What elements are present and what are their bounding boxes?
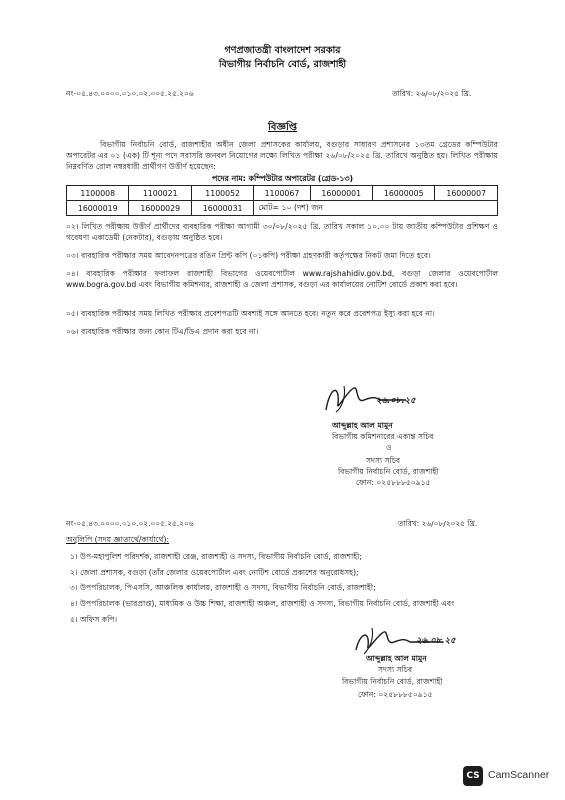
copy-item: ৩। উপপরিচালক, পিএসসি, আঞ্চলিক কার্যালয়, রাজশাহী ও সদস্য, বিভাগীয় নির্বাচনি বোর্ড, রাজশাহী; [70,583,376,592]
signature-1-date: ২৬.০৮.২৫ [376,396,416,406]
copy-item: ৫। অফিস কপি। [70,615,118,624]
signer-2-phone: ফোন: ০২৫৮৮৮৫০৯১৫ [358,690,433,699]
point-02: ০২। লিখিত পরীক্ষায় উত্তীর্ণ প্রার্থীদের ব্যবহারিক পরীক্ষা আগামী ৩০/০৮/২০২৫ খ্রি. তারিখ সকাল ১০.০০ টায় জাতীয় কম্পিউটার প্রশিক্ষণ ও গবেষণা একাডেমী (নেকটার), বগুড়ায় অনুষ্ঠিত হবে। [66,222,498,243]
memo-2-date: তারিখ: ২৬/০৮/২০২৫ খ্রি. [398,519,478,528]
table-row [67,201,498,216]
roll-cell: 16000007 [435,186,498,201]
roll-cell: 1100052 [191,186,253,201]
signer-1-designation-2: সদস্য সচিব [366,456,401,465]
copy-heading: অনুলিপি (সদয় জ্ঞাতার্থে/কার্যার্থে): [66,535,170,544]
roll-table [66,185,498,216]
signer-1-phone: ফোন: ০২৫৮৮৮৫০৯১৫ [356,478,431,487]
roll-cell: 1100008 [67,186,129,201]
signer-1-designation: বিভাগীয় কমিশনারের একান্ত সচিব [332,432,434,441]
roll-cell: 16000019 [67,201,129,216]
government-header: গণপ্রজাতন্ত্রী বাংলাদেশ সরকার [224,45,341,56]
table-row [67,186,498,201]
point-06: ০৬। ব্যবহারিক পরীক্ষার জন্য কোন টিএ/ডিএ প্রদান করা হবে না। [66,327,259,336]
signer-1-office: বিভাগীয় নির্বাচনি বোর্ড, রাজশাহী [338,467,439,476]
signer-2-office: বিভাগীয় নির্বাচনি বোর্ড, রাজশাহী [342,677,443,686]
point-04: ০৪। ব্যবহারিক পরীক্ষার ফলাফল রাজশাহী বিভাগের ওয়েবপোর্টাল www.rajshahidiv.gov.bd, বগুড়া জেলার ওয়েবপোর্টাল www.bogra.gov.bd এবং বিভাগীয় কমিশনার, রাজশাহী ও জেলা প্রশাসক, বগুড়া এর কার্যালয়ের নোটিশ বোর্ডে প্রকাশ করা হবে। [66,269,498,290]
board-header: বিভাগীয় নির্বাচনি বোর্ড, রাজশাহী [218,59,347,70]
camscanner-logo-icon: CS [463,766,483,786]
copy-item: ১। উপ-মহাপুলিশ পরিদর্শক, রাজশাহী রেঞ্জ, রাজশাহী ও সদস্য, বিভাগীয় নির্বাচনি বোর্ড, রাজশাহী; [70,552,362,561]
roll-cell: 1100067 [254,186,310,201]
roll-cell: 16000001 [310,186,372,201]
memo-2-number: নং-০৫.৪৩.০০০০.০১০.০২.০০৫.২৫.২০৬ [66,519,194,528]
memo-number: নং-০৫.৪৩.০০০০.০১০.০২.০০৫.২৫.২০৬ [66,89,194,98]
signer-2-name: আব্দুল্লাহ আল মামুন [366,654,427,663]
signature-2-date: ২৬.০৮.২৫ [416,636,456,646]
post-name: পদের নাম: কম্পিউটার অপারেটর (গ্রেড-১৩) [211,174,354,183]
roll-total: মোট= ১০ (দশ) জন [254,201,498,216]
intro-paragraph: বিভাগীয় নির্বাচনি বোর্ড, রাজশাহীর অধীন জেলা প্রশাসকের কার্যালয়, বগুড়ার সাধারণ প্রশাসনের ১৩তম গ্রেডের কম্পিউটার অপারেটর এর ০১ (এক) টি শূন্য পদে সরাসরি জনবল নিয়োগের লক্ষ্যে লিখিত পরীক্ষা ২৬/০৮/২০২৫ খ্রি. তারিখে অনুষ্ঠিত হয়। লিখিত পরীক্ষায় নিম্নবর্ণিত রোল নম্বরধারী প্রার্থীগণ উত্তীর্ণ হয়েছেন: [66,140,498,172]
point-03: ০৩। ব্যবহারিক পরীক্ষার সময় আবেদনপত্রের রঙিন প্রিন্ট কপি (০১কপি) পরীক্ষা গ্রহণকারী কর্তৃপক্ষের নিকট জমা দিতে হবে। [66,251,431,260]
notice-title [0,120,565,137]
signer-1-name: আব্দুল্লাহ আল মামুন [332,421,393,430]
roll-cell: 16000005 [372,186,434,201]
signer-1-conj: ও [386,443,392,452]
copy-item: ৪। উপপরিচালক (ভারপ্রাপ্ত), মাধ্যমিক ও উচ্চ শিক্ষা, রাজশাহী অঞ্চল, রাজশাহী ও সদস্য, বিভাগীয় নির্বাচনি বোর্ড, রাজশাহী এবং [70,599,455,608]
memo-date: তারিখ: ২৬/০৮/২০২৫ খ্রি. [392,89,472,98]
camscanner-label: CamScanner [488,769,550,781]
roll-cell: 16000031 [191,201,253,216]
signer-2-designation: সদস্য সচিব [378,665,413,674]
roll-cell: 1100021 [129,186,191,201]
copy-item: ২। জেলা প্রশাসক, বগুড়া (তাঁর জেলার ওয়েবপোর্টাল এবং নোটিশ বোর্ডে প্রকাশের অনুরোধসহ); [70,568,359,577]
notice-title-text: বিজ্ঞপ্তি [267,122,298,133]
point-05: ০৫। ব্যবহারিক পরীক্ষার সময় লিখিত পরীক্ষার প্রবেশপত্রটি অবশ্যই সঙ্গে আনতে হবে। নতুন করে প্রবেশপত্র ইস্যু করা হবে না। [66,309,435,318]
roll-cell: 16000029 [129,201,191,216]
